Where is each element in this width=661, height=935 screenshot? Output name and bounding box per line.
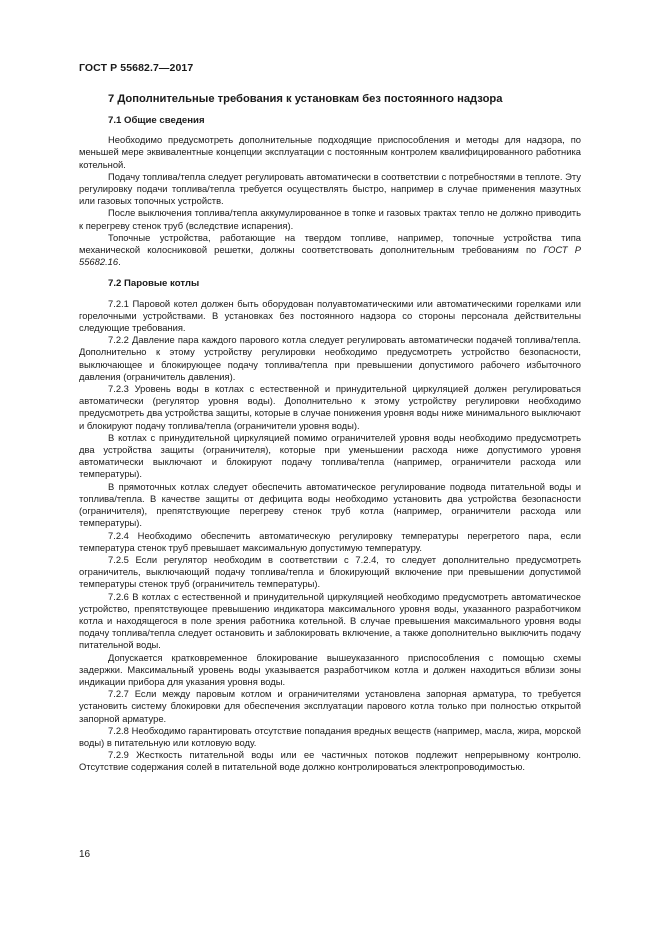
page-number: 16	[79, 849, 91, 860]
paragraph: В прямоточных котлах следует обеспечить автоматическое регулирование подвода питательной воды и топлива/тепла. В качестве защиты от дефицита воды необходимо установить два устройства безопасности (ограничителя), препятствующие перегреву стенок труб котла (например, ограничители расхода или температуры).	[79, 480, 581, 529]
subsection-title-steam-boilers: 7.2 Паровые котлы	[108, 278, 200, 290]
subsection-title-general: 7.1 Общие сведения	[108, 115, 205, 126]
paragraph: В котлах с принудительной циркуляцией помимо ограничителей уровня воды необходимо предусмотреть два устройства защиты (ограничителя), которые при уменьшении расхода ниже допустимого уровня автоматически выключают и блокируют подачу топлива/тепла (например, ограничители расхода или температуры).	[79, 431, 581, 480]
clause-7-2-1: 7.2.1 Паровой котел должен быть оборудован полуавтоматическими или автоматическими горелками или горелочными устройствами. В установках без постоянного надзора со стороны персонала действительны следующие требования.	[79, 297, 581, 334]
document-body	[79, 92, 581, 774]
clause-7-2-5: 7.2.5 Если регулятор необходим в соответствии с 7.2.4, то следует дополнительно предусмотреть ограничитель, выключающий подачу топлива/тепла и блокирующий включение при превышении допустимой температуры стенок труб (ограничитель температуры).	[79, 553, 581, 590]
clause-7-2-7: 7.2.7 Если между паровым котлом и ограничителями установлена запорная арматура, то требуется установить систему блокировки для обеспечения эксплуатации парового котла только при полностью открытой запорной арматуре.	[79, 688, 581, 724]
paragraph	[79, 232, 581, 269]
paragraph-text: Топочные устройства, работающие на твердом топливе, например, топочные устройства типа механической колосниковой решетки, должны соответствовать дополнительным требованиям по	[79, 231, 581, 256]
paragraph: Допускается кратковременное блокирование вышеуказанного приспособления с помощью схемы задержки. Максимальный уровень воды указывается разработчиком котла и должен находиться вблизи зоны индикации прибора для указания уровня воды.	[79, 651, 581, 687]
clause-7-2-3: 7.2.3 Уровень воды в котлах с естественной и принудительной циркуляцией должен регулироваться автоматически (регулятор уровня воды). Дополнительно к этому устройству регулировки необходимо предусмотреть два устройства защиты, которые в случае понижения уровня воды ниже минимального выключают и блокируют подачу топлива/тепла (ограничители уровня воды).	[79, 383, 581, 431]
clause-7-2-9: 7.2.9 Жесткость питательной воды или ее частичных потоков подлежит непрерывному контролю. Отсутствие содержания солей в питательной воде должно контролироваться электропроводимостью.	[79, 749, 581, 773]
clause-7-2-6: 7.2.6 В котлах с естественной и принудительной циркуляцией необходимо предусмотреть автоматическое устройство, препятствующее превышению индикатора максимального уровня воды, указанного разработчиком котла и находящегося в поле зрения работника котельной. В случае превышения максимального уровня воды подачу топлива/тепла следует остановить и заблокировать включение, а также дополнительно выключить подачу питательной воды.	[79, 590, 581, 651]
section-title: 7 Дополнительные требования к установкам без постоянного надзора	[108, 93, 503, 105]
clause-7-2-4: 7.2.4 Необходимо обеспечить автоматическую регулировку температуры перегретого пара, если температура стенок труб превышает максимальную допустимую температуру.	[79, 529, 581, 553]
clause-7-2-2: 7.2.2 Давление пара каждого парового котла следует регулировать автоматически подачей топлива/тепла. Дополнительно к этому устройству регулировки необходимо предусмотреть устройство безопасности, выключающее и блокирующее подачу топлива/тепла при превышении допустимого рабочего избыточного давления (ограничитель давления).	[79, 334, 581, 382]
spacer	[79, 268, 581, 278]
paragraph: После выключения топлива/тепла аккумулированное в топке и газовых трактах тепло не должно приводить к перегреву стенок труб (вследствие испарения).	[79, 207, 581, 231]
clause-7-2-8: 7.2.8 Необходимо гарантировать отсутствие попадания вредных веществ (например, масла, жира, морской воды) в питательную или котловую воду.	[79, 724, 581, 748]
paragraph: Необходимо предусмотреть дополнительные подходящие приспособления и методы для надзора, по меньшей мере эквивалентные концепции эксплуатации с постоянным контролем квалифицированного работника котельной.	[79, 134, 581, 170]
document-code-header: ГОСТ Р 55682.7—2017	[79, 62, 194, 74]
paragraph: Подачу топлива/тепла следует регулировать автоматически в соответствии с потребностями в теплоте. Эту регулировку подачи топлива/тепла требуется осуществлять быстро, например в случае применения мазутных или газовых топочных устройств.	[79, 170, 581, 207]
paragraph-end: .	[118, 256, 121, 268]
standard-reference: ГОСТ Р 55682.16	[79, 244, 581, 268]
